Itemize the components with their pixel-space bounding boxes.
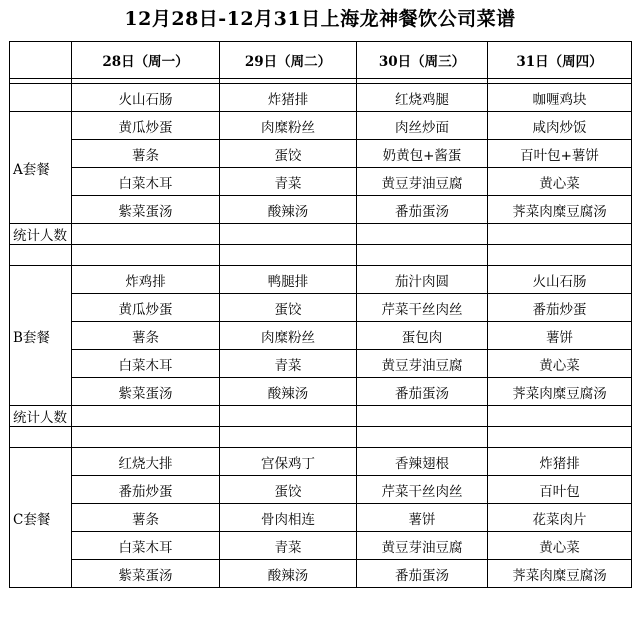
table-row — [10, 448, 632, 476]
stat-cell — [488, 224, 632, 245]
dish-cell: 炸鸡排 — [72, 266, 220, 294]
dish-cell: 红烧大排 — [72, 448, 220, 476]
dish-cell: 薯条 — [72, 140, 220, 168]
stat-label: 统计人数 — [10, 406, 72, 427]
page-title: 12月28日-12月31日上海龙神餐饮公司菜谱 — [124, 8, 516, 30]
dish-cell: 宫保鸡丁 — [220, 448, 357, 476]
dish-cell: 香辣翅根 — [357, 448, 488, 476]
stat-cell — [220, 224, 357, 245]
dish-cell: 炸猪排 — [488, 448, 632, 476]
dish-cell: 蛋包肉 — [357, 322, 488, 350]
dish-cell: 酸辣汤 — [220, 378, 357, 406]
dish-cell: 紫菜蛋汤 — [72, 560, 220, 588]
dish-cell: 酸辣汤 — [220, 196, 357, 224]
dish-cell: 火山石肠 — [488, 266, 632, 294]
dish-cell: 鸭腿排 — [220, 266, 357, 294]
dish-cell: 荠菜肉糜豆腐汤 — [488, 196, 632, 224]
dish-cell: 番茄蛋汤 — [357, 196, 488, 224]
dish-cell: 炸猪排 — [220, 84, 357, 112]
dish-cell: 番茄蛋汤 — [357, 560, 488, 588]
dish-cell: 咖喱鸡块 — [488, 84, 632, 112]
dish-cell: 芹菜干丝肉丝 — [357, 294, 488, 322]
dish-cell: 薯饼 — [488, 322, 632, 350]
dish-cell: 百叶包+薯饼 — [488, 140, 632, 168]
dish-cell: 青菜 — [220, 350, 357, 378]
dish-cell: 咸肉炒饭 — [488, 112, 632, 140]
table-row — [10, 266, 632, 294]
table-row — [10, 112, 632, 140]
dish-cell: 白菜木耳 — [72, 168, 220, 196]
dish-cell: 黄瓜炒蛋 — [72, 294, 220, 322]
dish-cell: 番茄炒蛋 — [72, 476, 220, 504]
dish-cell: 蛋饺 — [220, 294, 357, 322]
day-header-mon: 28日（周一） — [72, 42, 220, 79]
dish-cell: 红烧鸡腿 — [357, 84, 488, 112]
dish-cell: 番茄炒蛋 — [488, 294, 632, 322]
stat-cell — [72, 406, 220, 427]
table-row — [10, 168, 632, 196]
dish-cell: 奶黄包+酱蛋 — [357, 140, 488, 168]
dish-cell: 茄汁肉圆 — [357, 266, 488, 294]
table-row — [10, 294, 632, 322]
table-row — [10, 140, 632, 168]
stat-label: 统计人数 — [10, 224, 72, 245]
dish-cell: 黄心菜 — [488, 168, 632, 196]
day-header-thu: 31日（周四） — [488, 42, 632, 79]
table-row — [10, 322, 632, 350]
corner-cell — [10, 42, 72, 79]
dish-cell: 肉糜粉丝 — [220, 322, 357, 350]
table-row — [10, 196, 632, 224]
stat-cell — [488, 406, 632, 427]
dish-cell: 火山石肠 — [72, 84, 220, 112]
header-row — [10, 42, 632, 79]
dish-cell: 黄心菜 — [488, 350, 632, 378]
dish-cell: 白菜木耳 — [72, 532, 220, 560]
table-row — [10, 560, 632, 588]
dish-cell: 黄豆芽油豆腐 — [357, 168, 488, 196]
day-header-wed: 30日（周三） — [357, 42, 488, 79]
dish-cell: 荠菜肉糜豆腐汤 — [488, 560, 632, 588]
dish-cell: 黄豆芽油豆腐 — [357, 350, 488, 378]
table-row — [10, 532, 632, 560]
stat-cell — [357, 224, 488, 245]
dish-cell: 黄豆芽油豆腐 — [357, 532, 488, 560]
table-row — [10, 350, 632, 378]
dish-cell: 荠菜肉糜豆腐汤 — [488, 378, 632, 406]
dish-cell: 薯饼 — [357, 504, 488, 532]
dish-cell: 蛋饺 — [220, 140, 357, 168]
table-row — [10, 378, 632, 406]
stat-row-a — [10, 224, 632, 245]
dish-cell: 紫菜蛋汤 — [72, 378, 220, 406]
dish-cell: 百叶包 — [488, 476, 632, 504]
dish-cell: 黄心菜 — [488, 532, 632, 560]
dish-cell: 肉糜粉丝 — [220, 112, 357, 140]
dish-cell: 酸辣汤 — [220, 560, 357, 588]
stat-cell — [357, 406, 488, 427]
dish-cell: 肉丝炒面 — [357, 112, 488, 140]
blank-row — [10, 245, 632, 266]
group-label-c: C套餐 — [10, 448, 72, 588]
top-dish-row — [10, 84, 632, 112]
group-label-a: A套餐 — [10, 112, 72, 224]
dish-cell: 紫菜蛋汤 — [72, 196, 220, 224]
dish-cell: 蛋饺 — [220, 476, 357, 504]
blank-label-cell — [10, 84, 72, 112]
stat-cell — [72, 224, 220, 245]
stat-row-b — [10, 406, 632, 427]
table-row — [10, 476, 632, 504]
day-header-tue: 29日（周二） — [220, 42, 357, 79]
dish-cell: 青菜 — [220, 168, 357, 196]
dish-cell: 薯条 — [72, 504, 220, 532]
menu-table — [9, 41, 632, 588]
dish-cell: 花菜肉片 — [488, 504, 632, 532]
table-row — [10, 504, 632, 532]
dish-cell: 青菜 — [220, 532, 357, 560]
stat-cell — [220, 406, 357, 427]
dish-cell: 番茄蛋汤 — [357, 378, 488, 406]
dish-cell: 薯条 — [72, 322, 220, 350]
blank-row — [10, 427, 632, 448]
dish-cell: 黄瓜炒蛋 — [72, 112, 220, 140]
dish-cell: 白菜木耳 — [72, 350, 220, 378]
dish-cell: 骨肉相连 — [220, 504, 357, 532]
dish-cell: 芹菜干丝肉丝 — [357, 476, 488, 504]
group-label-b: B套餐 — [10, 266, 72, 406]
